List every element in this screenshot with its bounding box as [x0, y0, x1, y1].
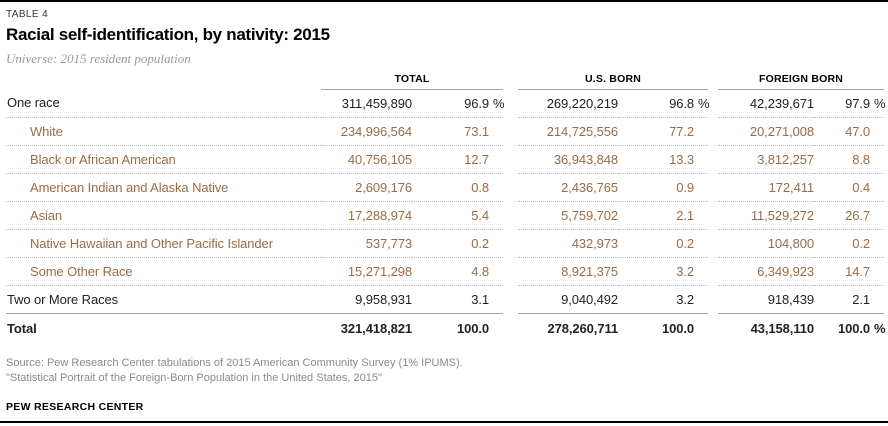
column-gap [708, 257, 718, 285]
column-gap [708, 285, 718, 313]
us-born-count-cell [518, 89, 618, 117]
cell-value: 8.8 [852, 151, 871, 167]
us-born-count-cell [518, 285, 618, 313]
us-born-percent-cell [618, 145, 708, 173]
total-count-cell [321, 257, 412, 285]
total-count-cell [321, 229, 412, 257]
row-label: Asian [6, 201, 321, 229]
percent-sign: % [874, 320, 886, 336]
cell-value: 13.3 [669, 151, 694, 167]
us-born-count-cell [518, 145, 618, 173]
column-gap [708, 117, 718, 145]
cell-value: 6,349,923 [757, 263, 814, 279]
total-count-cell [321, 313, 412, 343]
table-row [6, 173, 884, 201]
row-label: Some Other Race [6, 257, 321, 285]
cell-value: 40,756,105 [347, 151, 412, 167]
cell-value: 0.2 [852, 235, 871, 251]
table-row [6, 285, 884, 313]
cell-value: 3.2 [676, 263, 694, 279]
foreign-born-count-cell [718, 117, 814, 145]
cell-value: 73.1 [464, 123, 489, 139]
column-group-foreign-born: FOREIGN BORN [718, 71, 884, 89]
cell-value: 234,996,564 [340, 123, 412, 139]
foreign-born-percent-cell [814, 313, 884, 343]
total-percent-cell [412, 89, 503, 117]
foreign-born-count-cell [718, 173, 814, 201]
row-label: Black or African American [6, 145, 321, 173]
cell-value: 311,459,890 [341, 95, 412, 111]
cell-value: 20,271,008 [749, 123, 814, 139]
foreign-born-count-cell [718, 145, 814, 173]
cell-value: 5,759,702 [561, 207, 618, 223]
universe-subtitle: Universe: 2015 resident population [6, 51, 191, 66]
column-group-total: TOTAL [321, 71, 503, 89]
foreign-born-percent-cell [814, 145, 884, 173]
cell-value: 96.9 [464, 95, 489, 111]
total-percent-cell [412, 201, 503, 229]
column-gap [503, 313, 518, 343]
foreign-born-percent-cell [814, 89, 884, 117]
cell-value: 432,973 [571, 235, 618, 251]
table-row [6, 313, 884, 343]
foreign-born-count-cell [718, 313, 814, 343]
us-born-percent-cell [618, 201, 708, 229]
row-label: Total [7, 320, 37, 336]
column-gap [503, 89, 518, 117]
total-count-cell [321, 145, 412, 173]
column-gap [708, 145, 718, 173]
row-label: White [6, 117, 321, 145]
cell-value: 918,439 [767, 291, 814, 307]
foreign-born-percent-cell [814, 201, 884, 229]
percent-sign: % [874, 95, 886, 111]
label-column-header [6, 71, 321, 89]
table-row [6, 89, 884, 117]
us-born-percent-cell [618, 313, 708, 343]
cell-value: 8,921,375 [561, 263, 618, 279]
foreign-born-count-cell [718, 257, 814, 285]
foreign-born-count-cell [718, 229, 814, 257]
total-count-cell [321, 201, 412, 229]
foreign-born-count-cell [718, 201, 814, 229]
cell-value: 2,436,765 [561, 179, 618, 195]
cell-value: 5.4 [471, 207, 489, 223]
cell-value: 0.8 [471, 179, 489, 195]
source-line-2: "Statistical Portrait of the Foreign-Born Population in the United States, 2015" [6, 372, 382, 384]
cell-value: 14.7 [845, 263, 871, 279]
cell-value: 100.0 [661, 320, 694, 336]
cell-value: 2.1 [852, 291, 871, 307]
us-born-percent-cell [618, 285, 708, 313]
column-gap [708, 201, 718, 229]
page-title: Racial self-identification, by nativity: 2015 [6, 25, 330, 44]
column-group-us-born: U.S. BORN [518, 71, 708, 89]
cell-value: 104,800 [767, 235, 814, 251]
foreign-born-count-cell [718, 285, 814, 313]
foreign-born-percent-cell [814, 117, 884, 145]
pew-research-center-wordmark: PEW RESEARCH CENTER [6, 401, 144, 413]
bottom-rule [0, 421, 888, 423]
cell-value: 278,260,711 [547, 320, 618, 336]
cell-value: 11,529,272 [750, 207, 814, 223]
cell-value: 3,812,257 [757, 151, 814, 167]
column-gap [708, 89, 718, 117]
cell-value: 3.1 [471, 291, 489, 307]
source-line-1: Source: Pew Research Center tabulations of 2015 American Community Survey (1% IPUMS). [6, 357, 463, 369]
us-born-percent-cell [618, 257, 708, 285]
column-gap [708, 173, 718, 201]
row-label: American Indian and Alaska Native [6, 173, 321, 201]
column-gap [503, 285, 518, 313]
column-group-header-row [6, 71, 884, 89]
total-percent-cell [412, 285, 503, 313]
source-note [6, 356, 884, 386]
cell-value: 42,239,671 [749, 95, 814, 111]
cell-value: 0.9 [676, 179, 694, 195]
table-body [6, 89, 884, 343]
foreign-born-percent-cell [814, 285, 884, 313]
total-count-cell [321, 117, 412, 145]
data-table [6, 71, 884, 343]
us-born-percent-cell [618, 229, 708, 257]
us-born-count-cell [518, 117, 618, 145]
cell-value: 15,271,298 [347, 263, 412, 279]
row-label: Native Hawaiian and Other Pacific Islander [6, 229, 321, 257]
total-percent-cell [412, 229, 503, 257]
cell-value: 9,958,931 [355, 291, 412, 307]
table-row [6, 257, 884, 285]
table-row [6, 229, 884, 257]
us-born-count-cell [518, 201, 618, 229]
column-gap [503, 173, 518, 201]
cell-value: 0.4 [852, 179, 871, 195]
cell-value: 47.0 [845, 123, 871, 139]
table-number-kicker: TABLE 4 [6, 9, 49, 20]
table-row [6, 145, 884, 173]
cell-value: 269,220,219 [546, 95, 618, 111]
us-born-count-cell [518, 313, 618, 343]
cell-value: 43,158,110 [750, 320, 814, 336]
total-percent-cell [412, 313, 503, 343]
cell-value: 214,725,556 [546, 123, 618, 139]
column-gap [503, 71, 518, 89]
cell-value: 77.2 [669, 123, 694, 139]
total-percent-cell [412, 257, 503, 285]
cell-value: 36,943,848 [553, 151, 618, 167]
total-count-cell [321, 285, 412, 313]
cell-value: 2,609,176 [355, 179, 412, 195]
cell-value: 26.7 [845, 207, 871, 223]
total-percent-cell [412, 145, 503, 173]
column-gap [708, 229, 718, 257]
cell-value: 0.2 [676, 235, 694, 251]
us-born-count-cell [518, 257, 618, 285]
us-born-percent-cell [618, 117, 708, 145]
percent-sign: % [698, 95, 710, 111]
cell-value: 172,411 [768, 179, 814, 195]
column-gap [708, 313, 718, 343]
cell-value: 9,040,492 [561, 291, 618, 307]
column-gap [503, 257, 518, 285]
column-gap [503, 201, 518, 229]
cell-value: 0.2 [471, 235, 489, 251]
foreign-born-percent-cell [814, 173, 884, 201]
cell-value: 100.0 [837, 320, 871, 336]
cell-value: 17,288,974 [347, 207, 412, 223]
foreign-born-percent-cell [814, 257, 884, 285]
cell-value: 96.8 [669, 95, 694, 111]
column-gap [503, 117, 518, 145]
total-percent-cell [412, 117, 503, 145]
row-label: One race [6, 89, 321, 117]
cell-value: 97.9 [845, 95, 871, 111]
total-count-cell [321, 173, 412, 201]
cell-value: 100.0 [456, 320, 489, 336]
cell-value: 321,418,821 [340, 320, 412, 336]
us-born-count-cell [518, 173, 618, 201]
total-count-cell [321, 89, 412, 117]
column-gap [503, 145, 518, 173]
top-rule [0, 0, 888, 2]
cell-value: 4.8 [471, 263, 489, 279]
row-label: Two or More Races [6, 285, 321, 313]
us-born-percent-cell [618, 173, 708, 201]
table-row [6, 117, 884, 145]
us-born-count-cell [518, 229, 618, 257]
column-gap [708, 71, 718, 89]
figure-content [0, 9, 888, 413]
column-gap [503, 229, 518, 257]
foreign-born-count-cell [718, 89, 814, 117]
percent-sign: % [493, 95, 505, 111]
total-percent-cell [412, 173, 503, 201]
cell-value: 12.7 [464, 151, 489, 167]
cell-value: 3.2 [676, 291, 694, 307]
table-row [6, 201, 884, 229]
cell-value: 2.1 [676, 207, 694, 223]
foreign-born-percent-cell [814, 229, 884, 257]
cell-value: 537,773 [365, 235, 412, 251]
us-born-percent-cell [618, 89, 708, 117]
